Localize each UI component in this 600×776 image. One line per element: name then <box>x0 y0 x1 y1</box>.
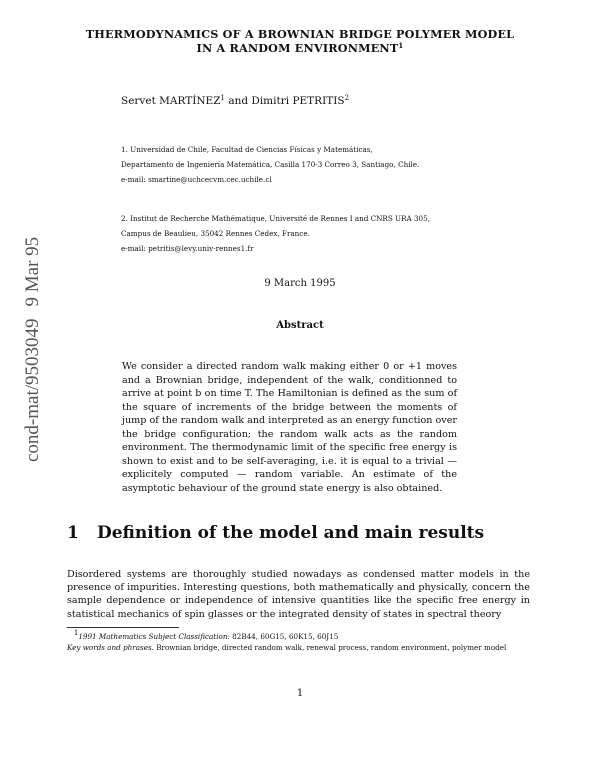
affiliation-2 <box>121 211 430 256</box>
title-line-1: THERMODYNAMICS OF A BROWNIAN BRIDGE POLYMER MODEL <box>85 27 515 41</box>
author-1-last-name: MARTÍNEZ <box>159 95 221 107</box>
abstract-body <box>122 360 457 495</box>
title-line-2: IN A RANDOM ENVIRONMENT$^1$ <box>196 41 404 55</box>
author-1-mark: 1 <box>220 94 225 102</box>
affiliation-2-line-2: Campus de Beaulieu, 35042 Rennes Cedex, France. <box>121 229 310 238</box>
affiliation-1-line-1: 1. Universidad de Chile, Facultad de Ciencias Físicas y Matemáticas, <box>121 145 373 154</box>
affiliation-1 <box>121 142 419 187</box>
affiliation-2-email: e-mail: petritis@levy.univ-rennes1.fr <box>121 244 254 253</box>
keywords-value: Brownian bridge, directed random walk, renewal process, random environment, polymer model <box>156 643 507 652</box>
arxiv-id: cond-mat/9503049 <box>22 318 43 462</box>
footnote-keywords <box>67 642 537 653</box>
author-1-first-name: Servet <box>121 95 156 107</box>
author-list <box>121 95 349 107</box>
affiliation-1-email: e-mail: smartine@uchcecvm.cec.uchile.cl <box>121 175 272 184</box>
abstract-text: We consider a directed random walk making either 0 or +1 moves and a Brownian bridge, independent of the walk, conditionned to arrive at point b on time T. The Hamiltonian is defined as the sum of the square of increments of the bridge between the moments of jump of the random walk and interpreted as an energy function over the bridge configuration; the random walk acts as the random environment. The thermodynamic limit of the specific free energy is shown to exist and to be self-averaging, i.e. it is equal to a trivial — explicitely computed — random variable. An estimate of the asymptotic behaviour of the ground state energy is also obtained. <box>122 361 457 494</box>
abstract-heading: Abstract <box>276 320 324 331</box>
arxiv-side-label <box>22 237 44 462</box>
keywords-label: Key words and phrases. <box>67 643 154 652</box>
msc-value: 82B44, 60G15, 60K15, 60J15 <box>232 632 339 641</box>
body-text: Disordered systems are thoroughly studied nowadays as condensed matter models in the presence of impurities. Interesting questions, both mathematically and physically, concern the sample dependence or independence of intensive quantities like the specific free energy in statistical mechanics of spin glasses or the integrated density of states in spectral theory <box>67 569 530 620</box>
paper-title <box>0 27 600 55</box>
section-title: Definition of the model and main results <box>97 523 485 543</box>
title-footnote-mark: 1 <box>398 41 404 50</box>
author-2-last-name: PETRITIS <box>292 95 345 107</box>
footnote <box>67 631 537 653</box>
page-number: 1 <box>296 688 304 699</box>
affiliation-1-line-2: Departamento de Ingeniería Matemática, Casilla 170-3 Correo 3, Santiago, Chile. <box>121 160 420 169</box>
footnote-msc <box>67 631 537 642</box>
arxiv-date: 9 Mar 95 <box>22 236 43 307</box>
body-paragraph <box>67 568 530 621</box>
author-2-mark: 2 <box>344 94 350 102</box>
paper-date: 9 March 1995 <box>264 278 336 289</box>
section-number: 1 <box>67 523 79 543</box>
section-heading <box>67 523 484 543</box>
author-2-first-name: Dimitri <box>251 95 290 107</box>
author-connector: and <box>228 95 249 107</box>
footnote-rule <box>67 627 179 628</box>
affiliation-2-line-1: 2. Institut de Recherche Mathématique, Université de Rennes I and CNRS URA 305, <box>121 214 430 223</box>
footnote-mark: 1 <box>73 629 79 637</box>
msc-label: 1991 Mathematics Subject Classification: <box>78 632 230 641</box>
